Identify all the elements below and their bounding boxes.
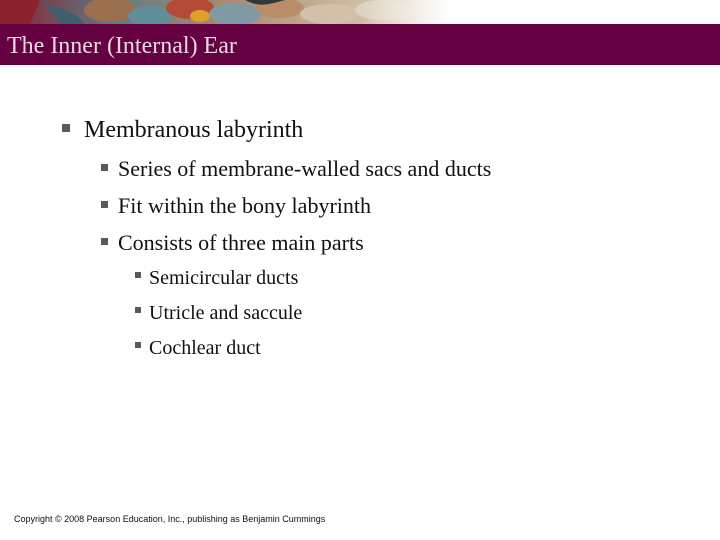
bullet-item-level3 [135,336,261,360]
bullet-text: Membranous labyrinth [84,117,304,143]
bullet-item-level3 [135,301,302,325]
bullet-item-level2 [101,230,364,256]
bullet-item-level3 [135,266,298,290]
bullet-item-level1 [62,116,303,144]
square-bullet-icon [62,124,70,132]
bullet-item-level2 [101,193,371,219]
slide-title: The Inner (Internal) Ear [7,33,237,59]
bullet-text: Consists of three main parts [118,230,364,255]
bullet-text: Utricle and saccule [149,302,303,324]
bullet-text: Cochlear duct [149,337,261,359]
bullet-text: Semicircular ducts [149,267,299,289]
square-bullet-icon [101,238,108,245]
square-bullet-icon [135,307,141,313]
square-bullet-icon [135,342,141,348]
decorative-banner-image [0,0,450,24]
bullet-text: Series of membrane-walled sacs and ducts [118,156,492,181]
copyright-footer: Copyright © 2008 Pearson Education, Inc., publishing as Benjamin Cummings [14,514,326,524]
bullet-item-level2 [101,156,491,182]
bullet-text: Fit within the bony labyrinth [118,193,371,218]
banner-illustration [0,0,450,24]
square-bullet-icon [101,201,108,208]
square-bullet-icon [101,164,108,171]
square-bullet-icon [135,272,141,278]
